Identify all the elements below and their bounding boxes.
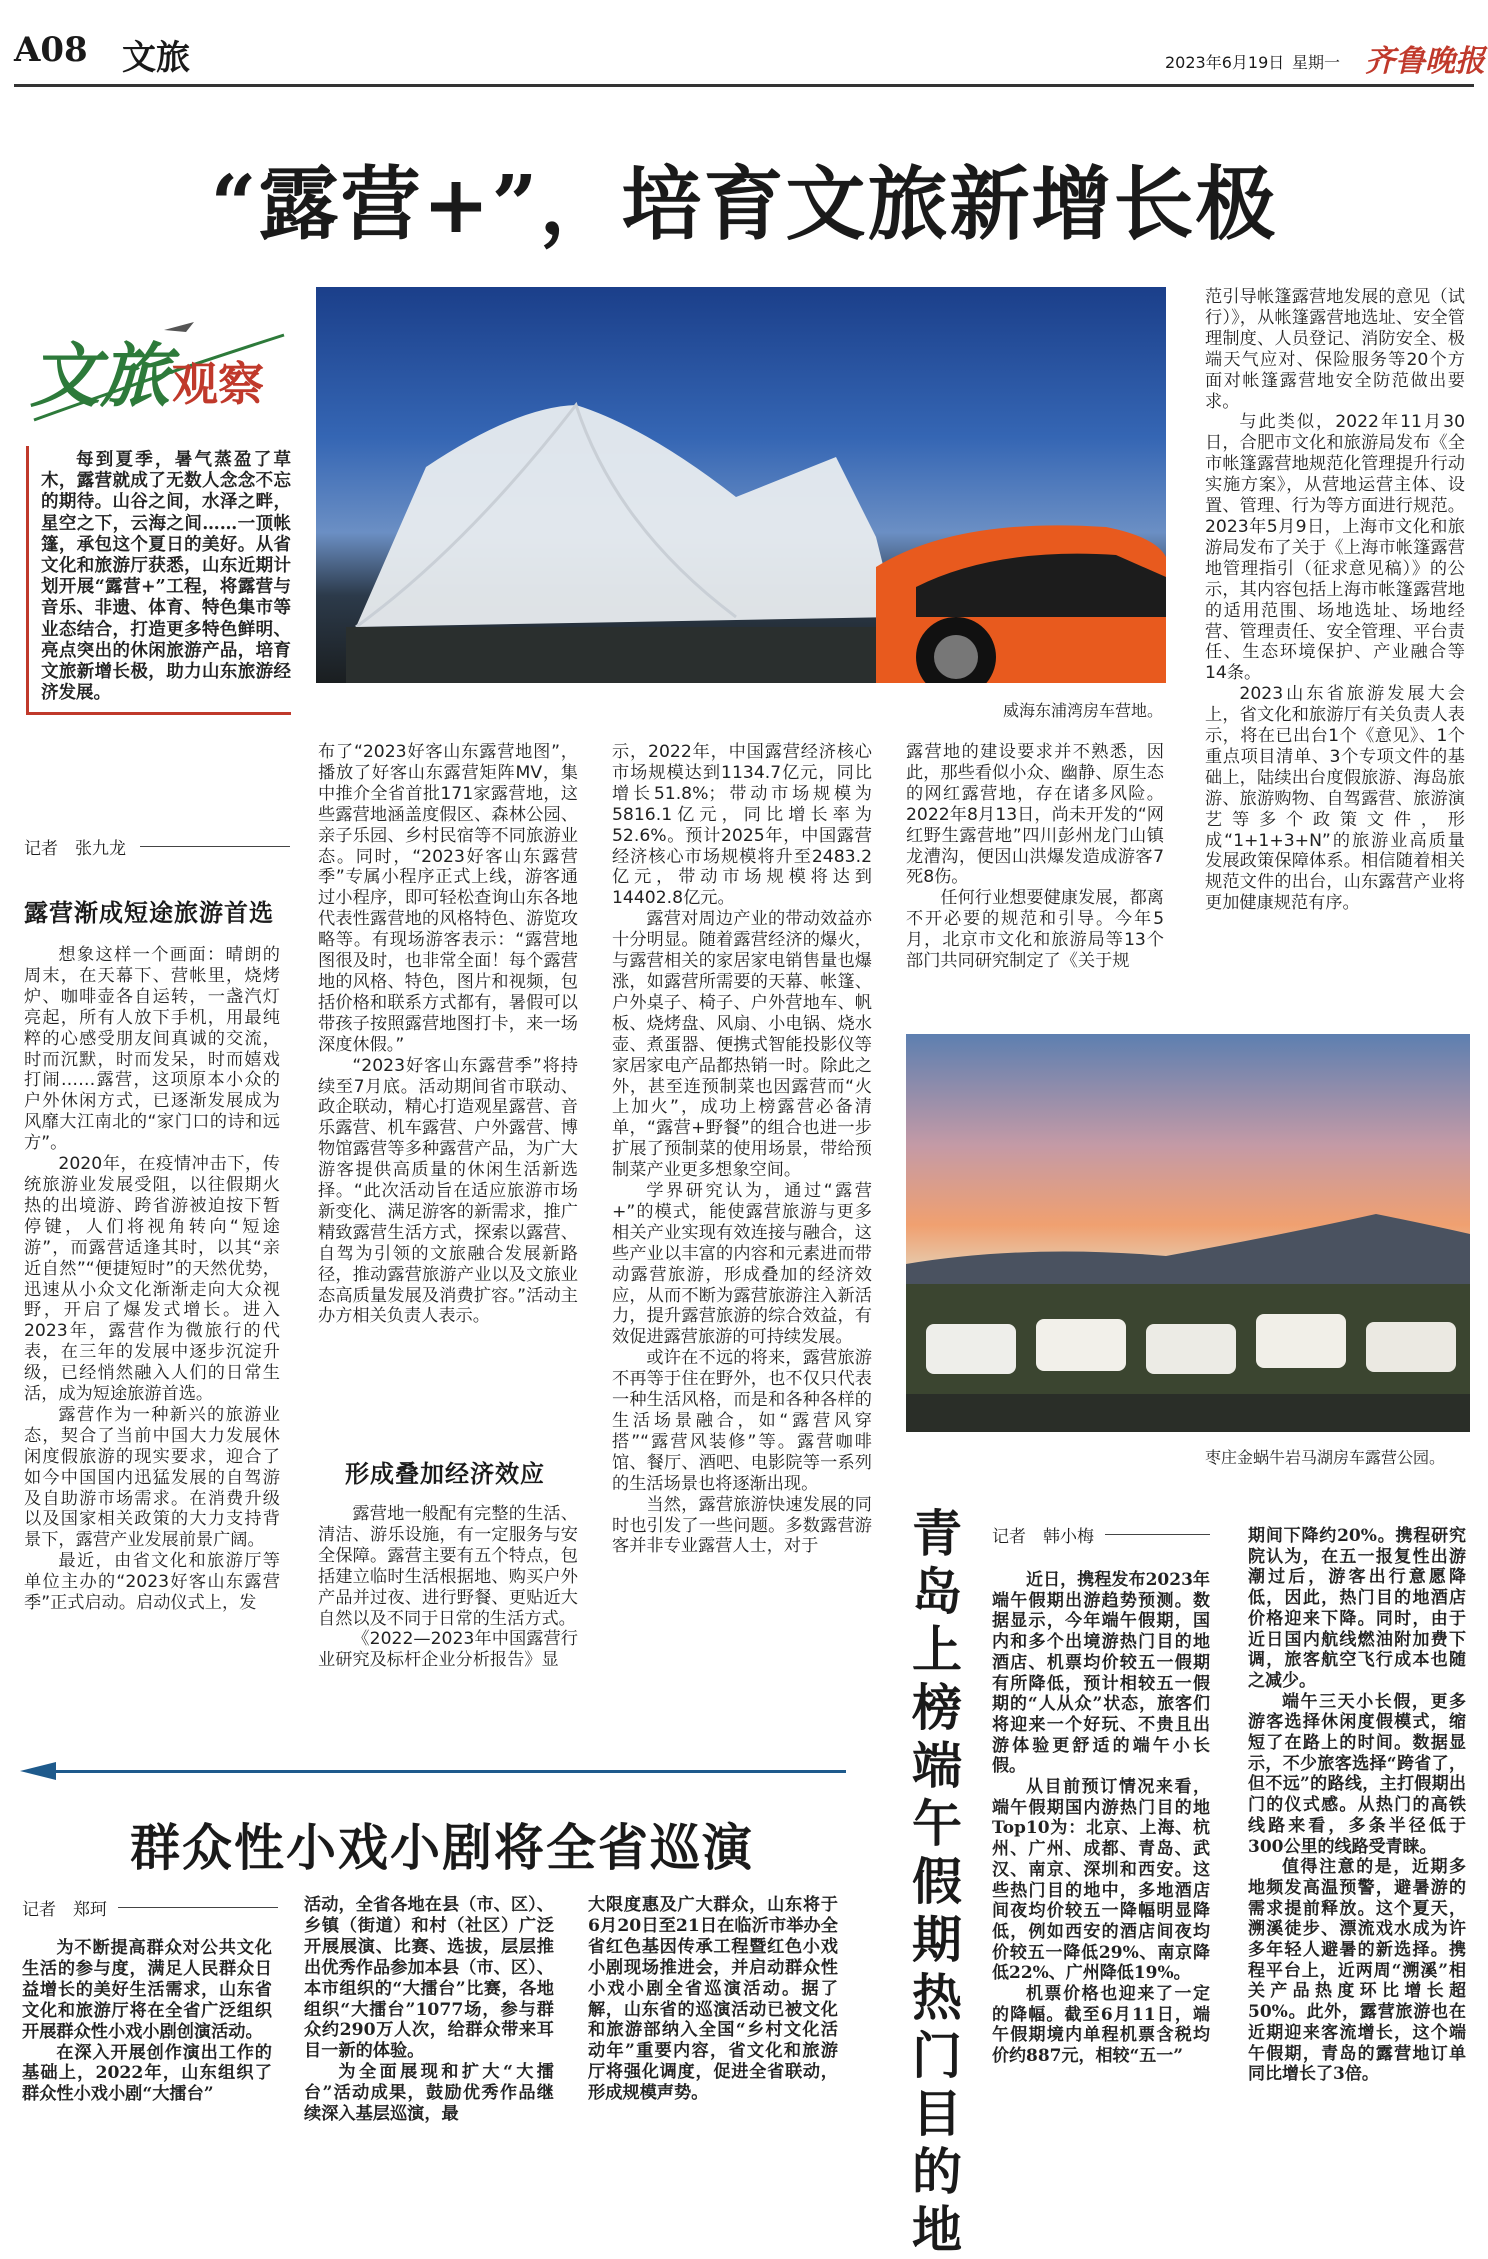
photo1-caption: 威海东浦湾房车营地。 [1003, 701, 1164, 720]
photo2-caption: 枣庄金蜗牛岩马湖房车露营公园。 [1205, 1448, 1446, 1467]
main-title: “露营+”，培育文旅新增长极 [210, 157, 1278, 251]
article-col-1: 想象这样一个画面：晴朗的周末，在天幕下、营帐里，烧烤炉、咖啡壶各自运转，一盏汽灯亮起，所有人放下手机，用最纯粹的心感受朋友间真诚的交流，时而沉默，时而发呆，时而嬉戏打闹……露营，这项原本小众的户外休闲方式，已逐渐发展成为风靡大江南北的“家门口的诗和远方”。 2020年，在疫情冲击下，传统旅游业发展受阻，以往假期火热的出境游、跨省游被迫按下暂停键，人们将视角转向“短途游”，而露营适逢其时，以其“亲近自然”“便捷短时”的天然优势，迅速从小众文化渐渐走向大众视野，开启了爆发式增长。进入2023年，露营作为微旅行的代表，在三年的发展中逐步沉淀升级，已经悄然融入人们的日常生活，成为短途旅游首选。 露营作为一种新兴的旅游业态，契合了当前中国大力发展休闲度假旅游的现实要求，迎合了如今中国国内迅猛发展的自驾游及自助游市场需求。在消费升级以及国家相关政策的大力支持背景下，露营产业发展前景广阔。 最近，由省文化和旅游厅等单位主办的“2023好客山东露营季”正式启动。启动仪式上，发 [24, 945, 280, 1614]
story3-col-a: 为不断提高群众对公共文化生活的参与度，满足人民群众日益增长的美好生活需求，山东省文化和旅游厅将在全省广泛组织开展群众性小戏小剧创演活动。 在深入开展创作演出工作的基础上，2022年，山东组织了群众性小戏小剧“大擂台” [22, 1938, 272, 2105]
byline-rule [140, 846, 290, 847]
photo-zaozhuang-rv-park [906, 1034, 1470, 1432]
article-col-4: 露营地的建设要求并不熟悉，因此，那些看似小众、幽静、原生态的网红露营地，存在诸多风险。2022年8月13日，尚未开发的“网红野生露营地”四川彭州龙门山镇龙漕沟，便因山洪爆发造成游客7死8伤。 任何行业想要健康发展，都离不开必要的规范和引导。今年5月，北京市文化和旅游局等13个部门共同研究制定了《关于规 [906, 742, 1164, 972]
story2-reporter: 记者 韩小梅 [992, 1527, 1094, 1547]
subhead-economic-effect: 形成叠加经济效应 [345, 1459, 545, 1488]
story3-col-b: 活动，全省各地在县（市、区）、乡镇（街道）和村（社区）广泛开展展演、比赛、选拔，层层推出优秀作品参加本县（市、区）、本市组织的“大擂台”比赛，各地组织“大擂台”1077场，参与群众约290万人次，给群众带来耳目一新的体验。 为全面展现和扩大“大擂台”活动成果，鼓励优秀作品继续深入基层巡演，最 [304, 1895, 554, 2125]
rv-park-graphic [906, 1034, 1470, 1432]
story3-rule [56, 1770, 846, 1773]
story2-col-b: 期间下降约20%。携程研究院认为，在五一报复性出游潮过后，游客出行意愿降低，因此，热门目的地酒店价格迎来下降。同时，由于近日国内航线燃油附加费下调，旅客航空飞行成本也随之减少。 端午三天小长假，更多游客选择休闲度假模式，缩短了在路上的时间。数据显示，不少旅客选择“跨省了，但不远”的路线，主打假期出门的仪式感。从热门的高铁线路来看，多条半径低于300公里的线路受青睐。 值得注意的是，近期多地频发高温预警，避暑游的需求提前释放。这个夏天，溯溪徒步、漂流戏水成为许多年轻人避暑的新选择。携程平台上，近两周“溯溪”相关产品热度环比增长超50%。此外，露营旅游也在近期迎来客流增长，这个端午假期，青岛的露营地订单同比增长了3倍。 [1248, 1526, 1466, 2085]
story2-col-a: 近日，携程发布2023年端午假期出游趋势预测。数据显示，今年端午假期，国内和多个出境游热门目的地酒店、机票均价较五一假期有所降低，预计相较五一假期的“人从众”状态，旅客们将迎来一个好玩、不贵且出游体验更舒适的端午小长假。 从目前预订情况来看，端午假期国内游热门目的地Top10为：北京、上海、杭州、广州、成都、青岛、武汉、南京、深圳和西安。这些热门目的地中，多地酒店间夜均价较五一降幅明显降低，例如西安的酒店间夜均价较五一降低29%、南京降低22%、广州降低19%。 机票价格也迎来了一定的降幅。截至6月11日，端午假期境内单程机票含税均价约887元，相较“五一” [992, 1570, 1210, 2067]
logo-text-2: 观察 [172, 357, 264, 411]
section-name: 文旅 [122, 38, 190, 78]
reporter-byline: 记者 张九龙 [24, 839, 126, 859]
tent-graphic [316, 287, 1166, 683]
story3-col-c: 大限度惠及广大群众，山东将于6月20日至21日在临沂市举办全省红色基因传承工程暨红色小戏小剧现场推进会，并启动群众性小戏小剧全省巡演活动。据了解，山东省的巡演活动已被文化和旅游部纳入全国“乡村文化活动年”重要内容，省文化和旅游厅将强化调度，促进全省联动，形成规模声势。 [588, 1895, 838, 2104]
page-code: A08 [14, 30, 88, 70]
logo-text-1: 文旅 [30, 334, 170, 417]
article-col-3: 示，2022年，中国露营经济核心市场规模达到1134.7亿元，同比增长51.8%；带动市场规模为5816.1亿元，同比增长率为52.6%。预计2025年，中国露营经济核心市场规模将升至2483.2亿元，带动市场规模将达到14402.8亿元。 露营对周边产业的带动效益亦十分明显。随着露营经济的爆火，与露营相关的家居家电销售量也爆涨，如露营所需要的天幕、帐篷、户外桌子、椅子、户外营地车、帆板、烧烤盘、风扇、小电锅、烧水壶、煮蛋器、便携式智能投影仪等家居家电产品都热销一时。除此之外，甚至连预制菜也因露营而“火上加火”，成功上榜露营必备清单，“露营+野餐”的组合也进一步扩展了预制菜的使用场景，带给预制菜产业更多想象空间。 学界研究认为，通过“露营+”的模式，能使露营旅游与更多相关产业实现有效连接与融合，这些产业以丰富的内容和元素进而带动露营旅游，形成叠加的经济效应，从而不断为露营旅游注入新活力，提升露营旅游的综合效益，有效促进露营旅游的可持续发展。 或许在不远的将来，露营旅游不再等于住在野外，也不仅只代表一种生活风格，而是和各种各样的生活场景融合，如“露营风穿搭”“露营风装修”等。露营咖啡馆、餐厅、酒吧、电影院等一系列的生活场景也将逐渐出现。 当然，露营旅游快速发展的同时也引发了一些问题。多数露营游客并非专业露营人士，对于 [612, 742, 872, 1557]
story3-byline-rule [118, 1907, 278, 1908]
story3-reporter: 记者 郑珂 [22, 1900, 107, 1920]
column-logo [24, 300, 294, 430]
subhead-camping-first-choice: 露营渐成短途旅游首选 [24, 898, 274, 927]
issue-date: 2023年6月19日 [1165, 53, 1285, 72]
article-col-5: 范引导帐篷露营地发展的意见（试行）》，从帐篷露营地选址、安全管理制度、人员登记、消防安全、极端天气应对、保险服务等20个方面对帐篷露营地安全防范做出要求。 与此类似，2022年11月30日，合肥市文化和旅游局发布《全市帐篷露营地规范化管理提升行动实施方案》，从营地运营主体、设置、管理、行为等方面进行规范。2023年5月9日，上海市文化和旅游局发布了关于《上海市帐篷露营地管理指引（征求意见稿）》的公示，其内容包括上海市帐篷露营地的适用范围、场地选址、场地经营、管理责任、安全管理、平台责任、生态环境保护、产业融合等14条。 2023山东省旅游发展大会上，省文化和旅游厅有关负责人表示，将在已出台1个《意见》、1个重点项目清单、3个专项文件的基础上，陆续出台度假旅游、海岛旅游、旅游购物、自驾露营、旅游演艺等多个政策文件，形成“1+1+3+N”的旅游业高质量发展政策保障体系。相信随着相关规范文件的出台，山东露营产业将更加健康规范有序。 [1205, 287, 1465, 914]
story3-title: 群众性小戏小剧将全省巡演 [130, 1818, 754, 1877]
lead-paragraph: 每到夏季，暑气蒸盈了草木，露营就成了无数人念念不忘的期待。山谷之间，水泽之畔，星空之下，云海之间……一顶帐篷，承包这个夏日的美好。从省文化和旅游厅获悉，山东近期计划开展“露营+”工程，将露营与音乐、非遗、体育、特色集市等业态结合，打造更多特色鲜明、亮点突出的休闲旅游产品，培育文旅新增长极，助力山东旅游经济发展。 [26, 446, 291, 715]
story3-rule-arrow-icon [18, 1760, 58, 1782]
photo-weihai-camp [316, 287, 1166, 683]
article-col-2b: 露营地一般配有完整的生活、清洁、游乐设施，有一定服务与安全保障。露营主要有五个特点，包括建立临时生活根据地、购买户外产品并过夜、进行野餐、更贴近大自然以及不同于日常的生活方式。 《2022—2023年中国露营行业研究及标杆企业分析报告》显 [318, 1504, 578, 1671]
issue-weekday: 星期一 [1292, 53, 1341, 72]
story2-byline-rule [1105, 1534, 1210, 1535]
paper-logo: 齐鲁晚报 [1365, 44, 1485, 79]
story2-title: 青岛上榜端午假期热门目的地 [912, 1504, 962, 2259]
masthead-rule [14, 84, 1474, 87]
article-col-2: 布了“2023好客山东露营地图”，播放了好客山东露营矩阵MV，集中推介全省首批171家露营地，这些露营地涵盖度假区、森林公园、亲子乐园、乡村民宿等不同旅游业态。同时，“2023好客山东露营季”专属小程序正式上线，游客通过小程序，即可轻松查询山东各地代表性露营地的风格特色、游览攻略等。有现场游客表示：“露营地图很及时，也非常全面！每个露营地的风格、特色，图片和视频，包括价格和联系方式都有，暑假可以带孩子按照露营地图打卡，来一场深度休假。” “2023好客山东露营季”将持续至7月底。活动期间省市联动、政企联动，精心打造观星露营、音乐露营、机车露营、户外露营、博物馆露营等多种露营产品，为广大游客提供高质量的休闲生活新选择。“此次活动旨在适应旅游市场新变化、满足游客的新需求，推广精致露营生活方式，探索以露营、自驾为引领的文旅融合发展新路径，推动露营旅游产业以及文旅业态高质量发展及消费扩容。”活动主办方相关负责人表示。 [318, 742, 578, 1327]
